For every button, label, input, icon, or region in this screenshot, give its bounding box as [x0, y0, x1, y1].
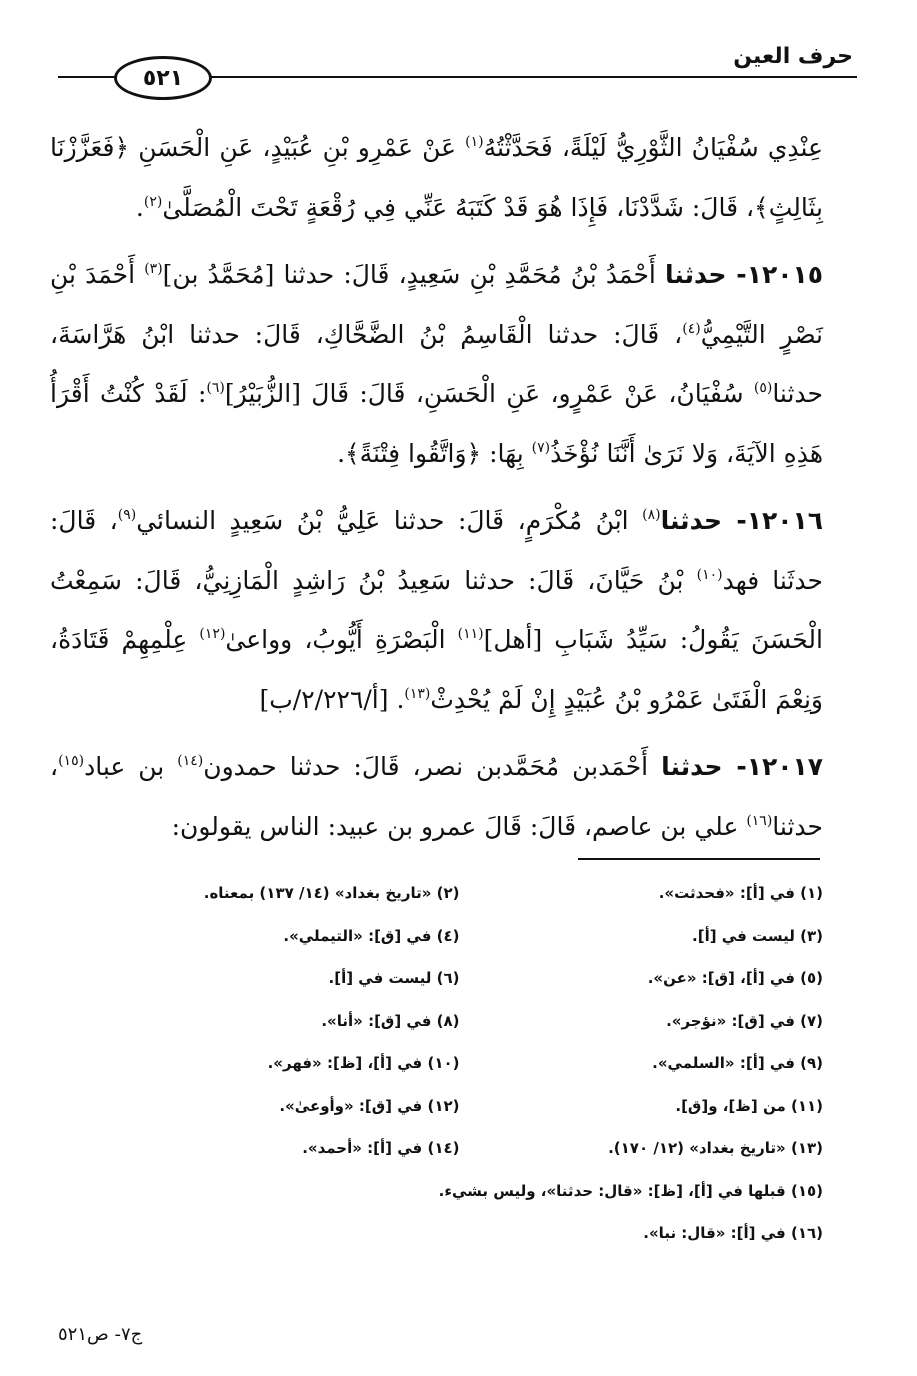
footnote-row [96, 1000, 823, 1043]
footnote: (١٣) «تاريخ بغداد» (١٢/ ١٧٠). [608, 1139, 823, 1157]
footnote-row [96, 957, 823, 1000]
footnote-separator [578, 858, 820, 860]
text-run: أَحْمَدُ بْنُ مُحَمَّدِ بْنِ سَعِيدٍ، قَالَ: حدثنا [مُحَمَّدُ بن] [162, 260, 665, 289]
footnote-marker: (٢) [143, 193, 163, 210]
footnote-row [96, 1127, 823, 1170]
footnote: (٣) ليست في [أ]. [692, 926, 823, 945]
text-run: بن عباد [84, 752, 178, 781]
running-header [58, 38, 857, 98]
footnote-marker: (١٥) [58, 753, 85, 769]
text-run: : لَقَدْ كُنْتُ أَقْرَأُ هَذِهِ الآيَةَ، وَلا نَرَىٰ أَنَّنَا نُؤْخَذُ [50, 379, 823, 468]
paragraph [50, 737, 823, 856]
text-run: ابْنُ مُكْرَمٍ، قَالَ: حدثنا عَلِيُّ بْنُ سَعِيدٍ النسائي [136, 506, 643, 535]
text-run: بِهَا: ﴿وَاتَّقُوا فِتْنَةً﴾. [337, 438, 532, 468]
footnote-marker: (١١) [457, 626, 484, 642]
text-run: عِلْمِهِمْ قَتَادَةُ، وَنِعْمَ الْفَتَىٰ عَمْرُو بْنُ عُبَيْدٍ إِنْ لَمْ يُحْدِثْ [50, 625, 823, 714]
footnote: (٧) في [ق]: «نؤجر». [666, 1011, 823, 1030]
text-run: أَحْمَدَ بْنِ نَصْرٍ التَّيْمِيُّ [50, 260, 823, 349]
footnote: (٨) في [ق]: «أنا». [321, 1011, 460, 1030]
text-run: عِنْدِي سُفْيَانُ الثَّوْرِيُّ لَيْلَةً، فَحَدَّثْتُهُ [483, 133, 823, 162]
footnote: (٥) في [أ]، [ق]: «عن». [647, 969, 823, 987]
footnote-marker: (٨) [642, 507, 661, 523]
footnote-marker: (١٠) [696, 566, 723, 583]
chapter-title: حرف العين [733, 44, 853, 69]
page-footer: ج٧- ص٥٢١ [58, 1324, 143, 1345]
footnotes [96, 872, 823, 1255]
page-number: ٥٢١ [142, 65, 184, 91]
footnote: (٢) «تاريخ بغداد» (١٤/ ١٣٧) بمعناه. [203, 884, 460, 902]
footnote-marker: (١٣) [404, 685, 431, 702]
text-run: . [أ/٢/٢٢٦/ب] [259, 684, 405, 714]
text-run: ، قَالَ: حدثنا الْقَاسِمُ بْنُ الضَّحَّاكِ، قَالَ: حدثنا ابْنُ هَرَّاسَةَ، حدثنا [50, 319, 824, 408]
paragraph [50, 245, 823, 483]
text-run: عَنْ عَمْرِو بْنِ عُبَيْدٍ، عَنِ الْحَسَنِ ﴿فَعَزَّزْنَا بِثَالِثٍ﴾، قَالَ: شَدَّدْنَا، فَإِذَا هُوَ قَدْ كَتَبَهُ عَنِّي فِي رُقْعَةٍ تَحْتَ الْمُصَلَّىٰ [50, 133, 823, 222]
footnote: (٩) في [أ]: «السلمي». [652, 1054, 823, 1072]
footnote: (١٤) في [أ]: «أحمد». [302, 1139, 460, 1157]
bold-keyword: حدثنا [660, 506, 723, 535]
footnote-marker: (١) [465, 134, 484, 150]
page-number-badge [114, 56, 212, 100]
text-run: ، حدثنا [50, 752, 823, 841]
entry-number: ١٢٠١٦- [722, 506, 823, 535]
footnote-marker: (٦) [206, 380, 225, 396]
footnote: (٦) ليست في [أ]. [328, 969, 460, 987]
footnote: (١٠) في [أ]، [ظ]: «فهر». [267, 1054, 460, 1072]
footnote: (١) في [أ]: «فحدثت». [658, 884, 823, 902]
footnote-marker: (١٢) [199, 626, 226, 642]
text-run: الْبَصْرَةِ أَيُّوبُ، وواعىٰ [225, 625, 458, 654]
paragraph [50, 118, 823, 237]
text-run: بْنُ حَيَّانَ، قَالَ: حدثنا سَعِيدُ بْنُ رَاشِدٍ الْمَازِنِيُّ، قَالَ: سَمِعْتُ الْحَسَنَ يَقُولُ: سَيِّدُ شَبَابِ [أهل] [50, 565, 823, 654]
footnote-row [96, 1042, 823, 1085]
text-run: سُفْيَانُ، عَنْ عَمْرٍو، عَنِ الْحَسَنِ، قَالَ: قَالَ [الزُّبَيْرُ] [224, 379, 754, 408]
main-text [50, 118, 823, 864]
footnote: (١٥) قبلها في [أ]، [ظ]: «قال: حدثنا»، وليس بشيء. [438, 1181, 823, 1200]
footnote: (١٢) في [ق]: «وأوعىٰ». [279, 1096, 460, 1115]
entry-number: ١٢٠١٧- [722, 752, 823, 781]
footnote-marker: (٤) [682, 320, 701, 337]
text-run: أَحْمَدبن مُحَمَّدبن نصر، قَالَ: حدثنا حمدون [203, 752, 662, 781]
text-run: علي بن عاصم، قَالَ: قَالَ عمرو بن عبيد: الناس يقولون: [171, 811, 747, 841]
footnote: (١٦) في [أ]: «قال: نبا». [643, 1224, 823, 1242]
entry-number: ١٢٠١٥- [726, 260, 823, 289]
footnote-marker: (٥) [753, 380, 773, 396]
bold-keyword: حدثنا [664, 260, 727, 289]
footnote-marker: (١٦) [746, 812, 773, 829]
footnote: (١١) من [ظ]، و[ق]. [675, 1096, 823, 1115]
text-run: ، قَالَ: حدثَنا فهد [50, 506, 823, 595]
footnote-marker: (١٤) [177, 753, 204, 769]
footnote-row [96, 1085, 823, 1128]
footnote: (٤) في [ق]: «التيملي». [283, 926, 460, 945]
footnote-marker: (٣) [144, 261, 163, 277]
text-run: . [135, 192, 144, 222]
footnote-marker: (٧) [531, 439, 551, 456]
footnote-row [96, 915, 823, 958]
footnote-marker: (٩) [117, 507, 137, 523]
footnote-row [96, 872, 823, 915]
paragraph [50, 491, 823, 729]
bold-keyword: حدثنا [661, 752, 723, 781]
